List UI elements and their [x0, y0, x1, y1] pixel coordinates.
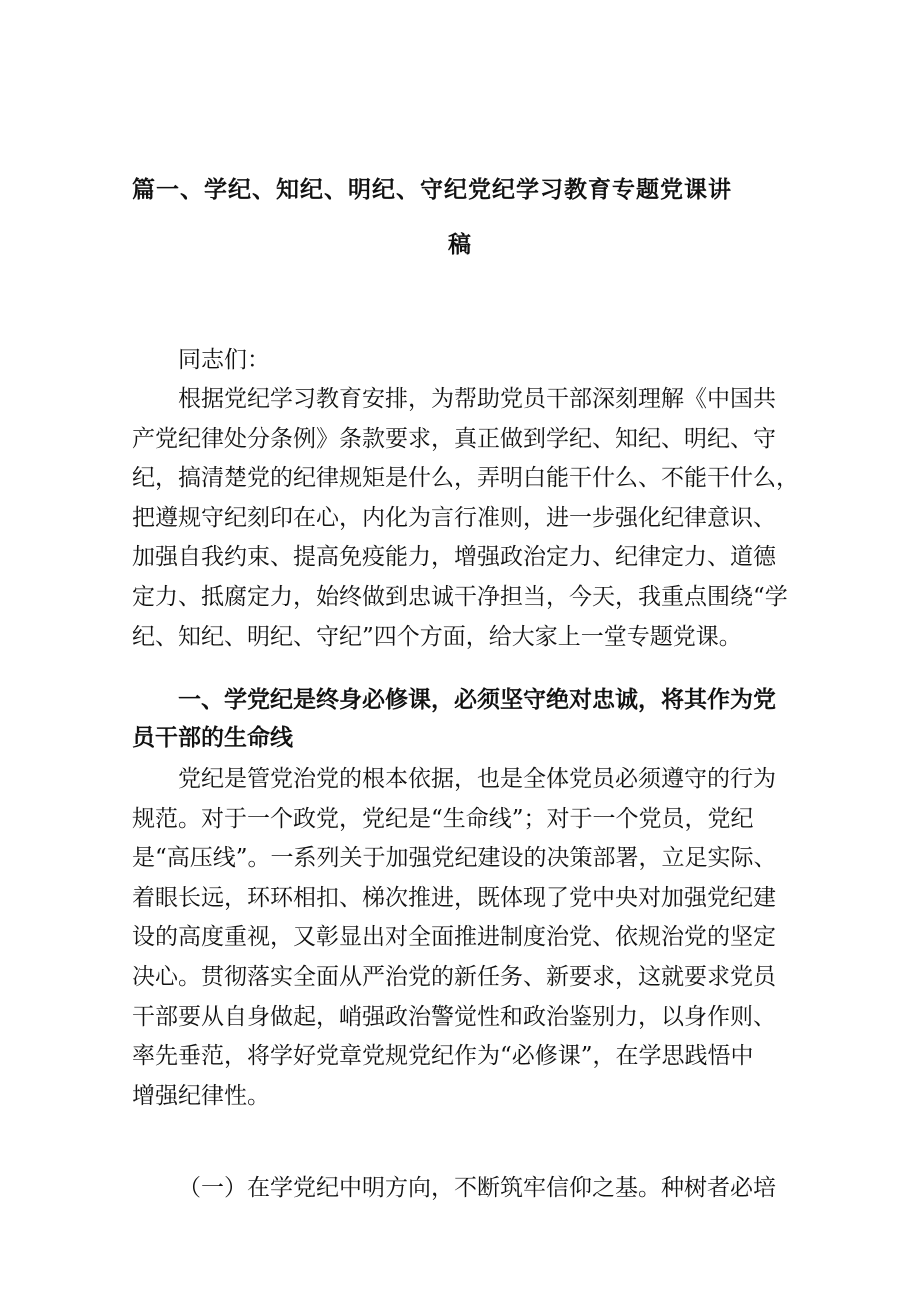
paragraph-line: 纪，搞清楚党的纪律规矩是什么，弄明白能干什么、不能干什么， [132, 465, 799, 492]
paragraph-line: 纪、知纪、明纪、守纪”四个方面，给大家上一堂专题党课。 [132, 623, 742, 650]
paragraph-line: 增强纪律性。 [132, 1082, 270, 1109]
paragraph-section-1 [132, 760, 792, 1116]
paragraph-line: 决心。贯彻落实全面从严治党的新任务、新要求，这就要求党员 [132, 963, 776, 990]
paragraph-line: 着眼长远，环环相扣、梯次推进，既体现了党中央对加强党纪建 [132, 884, 776, 911]
paragraph-line: 把遵规守纪刻印在心，内化为言行准则，进一步强化纪律意识、 [132, 504, 776, 531]
paragraph-line: 规范。对于一个政党，党纪是“生命线”；对于一个党员，党纪 [132, 805, 754, 832]
heading-line: 一、学党纪是终身必修课，必须坚守绝对忠诚，将其作为党 [178, 686, 776, 713]
greeting: 同志们： [178, 347, 270, 373]
document-title-line-1: 篇一、学纪、知纪、明纪、守纪党纪学习教育专题党课讲 [132, 176, 732, 203]
paragraph-line: 加强自我约束、提高免疫能力，增强政治定力、纪律定力、道德 [132, 544, 776, 571]
paragraph-line: 设的高度重视，又彰显出对全面推进制度治党、依规治党的坚定 [132, 924, 776, 951]
section-heading-1 [132, 681, 792, 757]
paragraph-line: 是“高压线”。一系列关于加强党纪建设的决策部署，立足实际、 [132, 845, 777, 872]
heading-line: 员干部的生命线 [132, 724, 293, 751]
paragraph-line: 定力、抵腐定力，始终做到忠诚干净担当，今天，我重点围绕“学 [132, 583, 788, 610]
document-title-line-2: 稿 [448, 231, 472, 258]
paragraph-line: 干部要从自身做起，峭强政治警觉性和政治鉴别力，以身作则、 [132, 1003, 776, 1030]
paragraph-intro [132, 380, 799, 657]
paragraph-subsection-1 [132, 1169, 792, 1209]
paragraph-line: 根据党纪学习教育安排，为帮助党员干部深刻理解《中国共 [178, 386, 776, 412]
paragraph-line: 党纪是管党治党的根本依据，也是全体党员必须遵守的行为 [178, 766, 776, 792]
paragraph-line: （一）在学党纪中明方向，不断筑牢信仰之基。种树者必培 [178, 1175, 776, 1201]
paragraph-line: 率先垂范，将学好党章党规党纪作为“必修课”，在学思践悟中 [132, 1043, 754, 1070]
paragraph-line: 产党纪律处分条例》条款要求，真正做到学纪、知纪、明纪、守 [132, 425, 776, 452]
